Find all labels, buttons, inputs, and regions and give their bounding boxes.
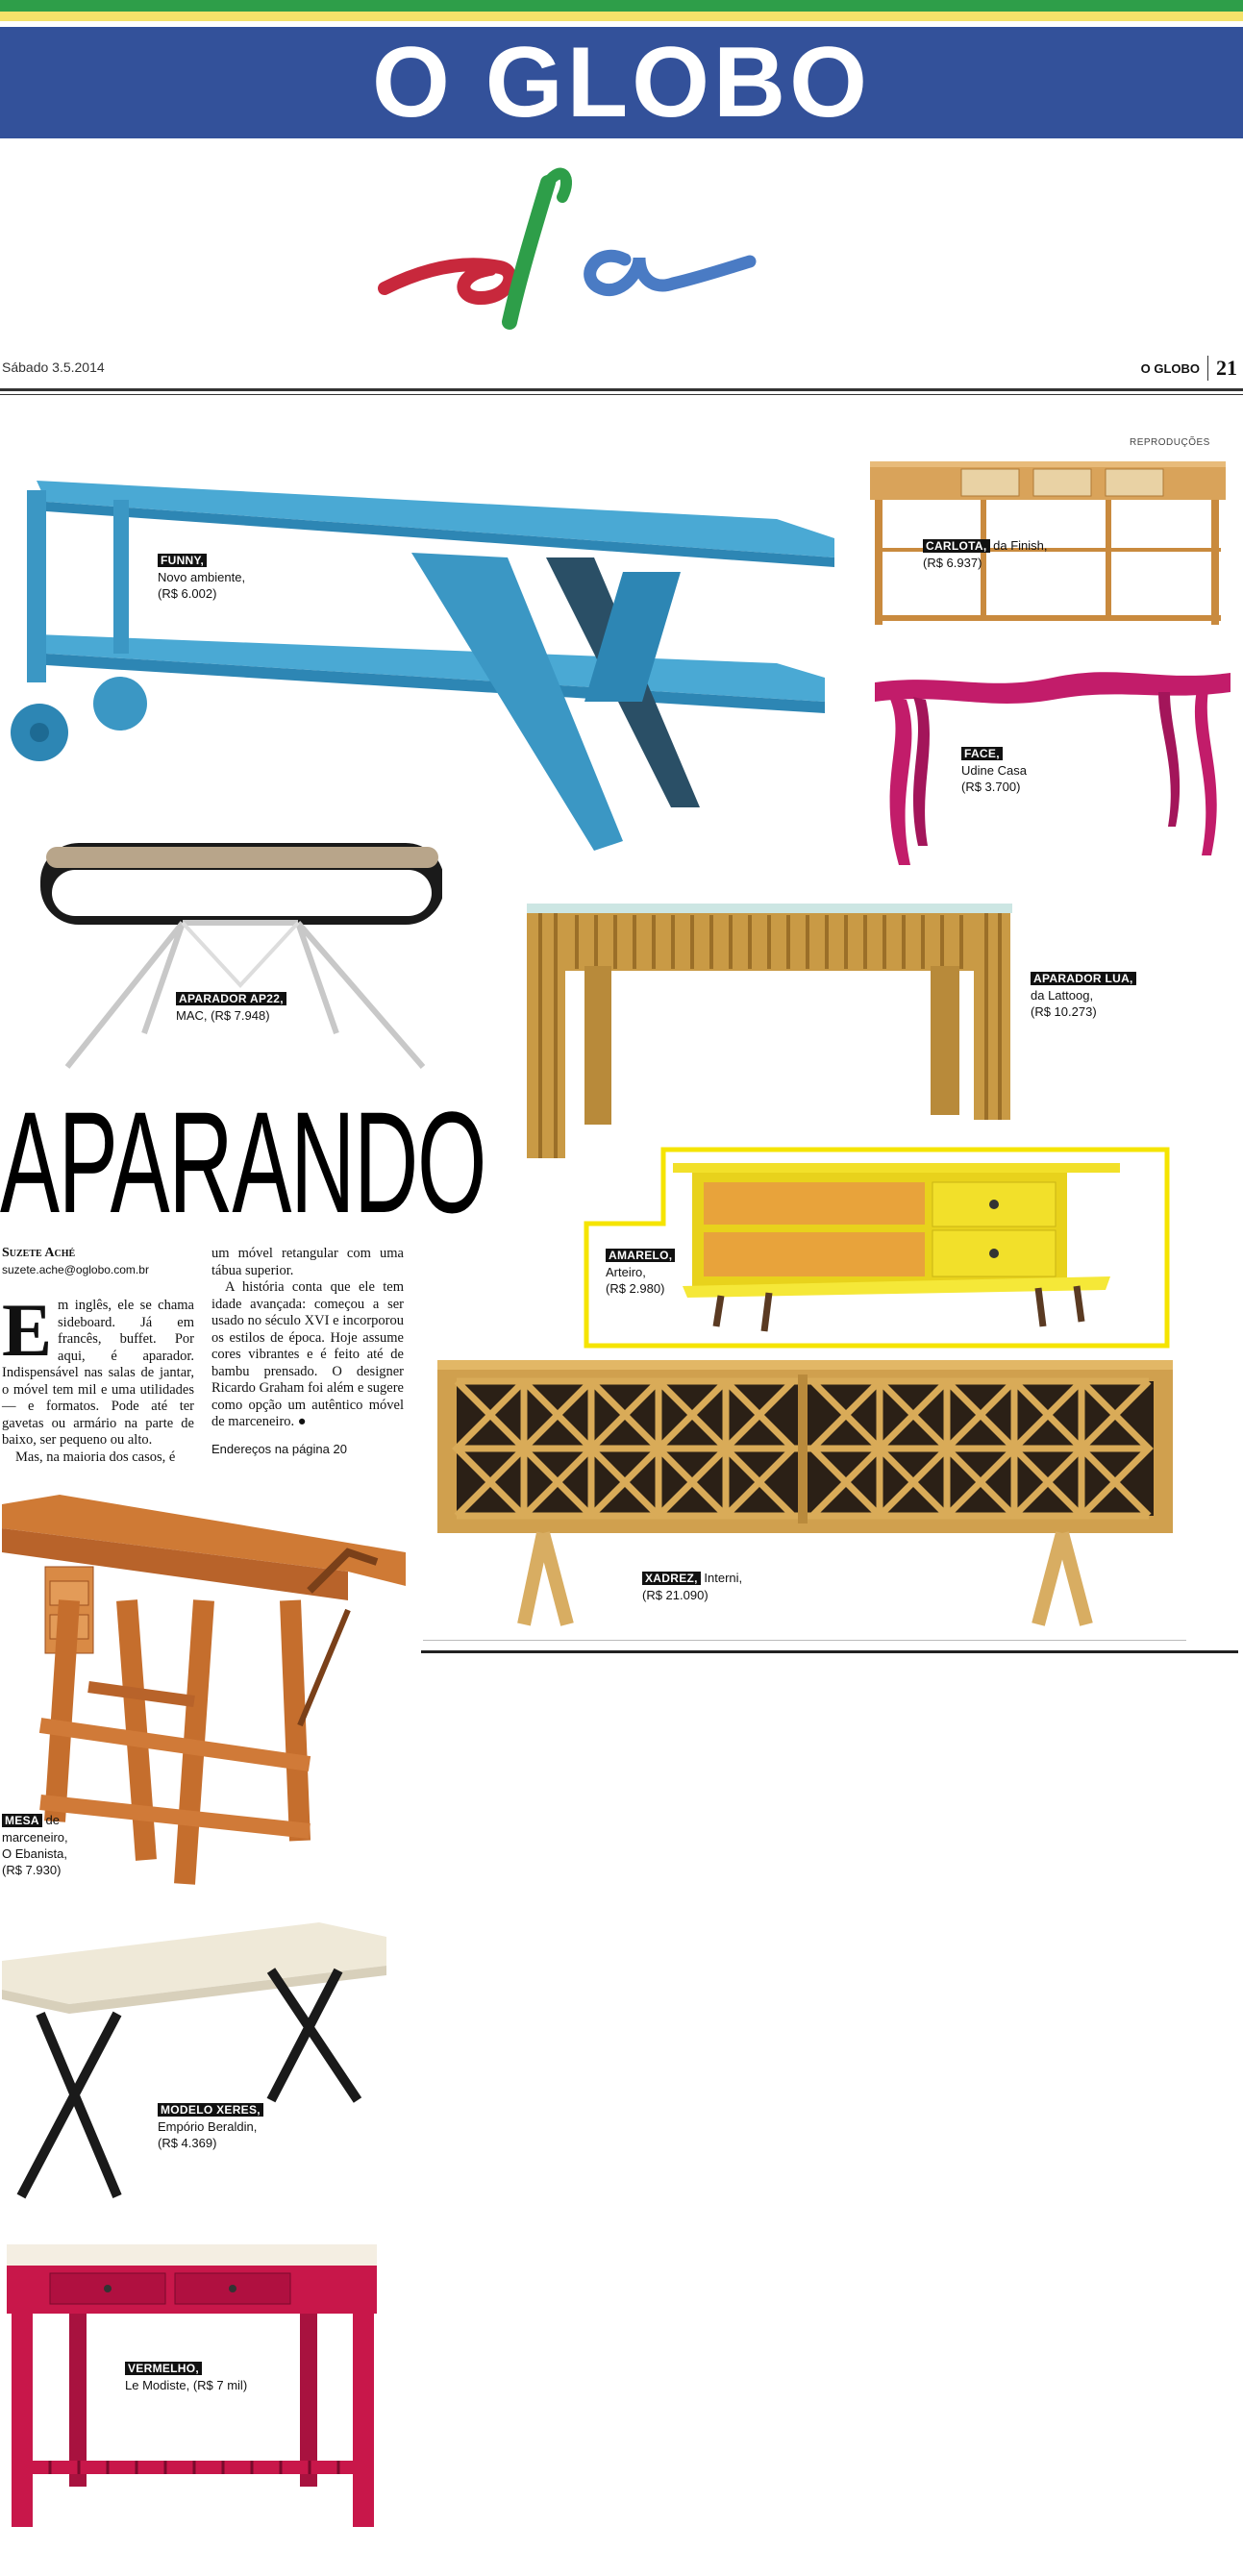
caption-mesa-line1: de xyxy=(45,1813,60,1827)
caption-amarelo-name: AMARELO, xyxy=(606,1249,675,1262)
caption-mesa-store: O Ebanista, xyxy=(2,1846,67,1861)
caption-face xyxy=(961,745,1027,795)
photo-credits: REPRODUÇÕES xyxy=(1130,437,1210,448)
caption-vermelho-name: VERMELHO, xyxy=(125,2362,202,2375)
caption-carlota-name: CARLOTA, xyxy=(923,539,990,553)
article-author-email: suzete.ache@oglobo.com.br xyxy=(2,1263,149,1276)
article-col2-p2: A história conta que ele tem idade avançada: começou a ser usado no século XVI e incorporou os estilos de época. Hoje assume cores vibrantes e é feito até de bambu prensado. O designer Ricardo Graham foi além e sugere como opção um autêntico móvel de marceneiro. xyxy=(211,1279,404,1429)
caption-mesa xyxy=(2,1812,68,1878)
caption-amarelo-price: (R$ 2.980) xyxy=(606,1281,665,1296)
article-col1-p2: Mas, na maioria dos casos, é xyxy=(15,1449,176,1465)
section-divider-thin xyxy=(423,1640,1186,1641)
caption-carlota xyxy=(923,537,1048,571)
caption-funny xyxy=(158,552,245,602)
caption-xeres xyxy=(158,2101,263,2151)
caption-lua-price: (R$ 10.273) xyxy=(1031,1004,1097,1019)
dateline: Sábado 3.5.2014 xyxy=(2,359,105,375)
caption-funny-store: Novo ambiente, xyxy=(158,570,246,584)
caption-mesa-price: (R$ 7.930) xyxy=(2,1863,62,1877)
masthead-stripe-green xyxy=(0,0,1243,12)
header-rule-thin xyxy=(0,394,1243,395)
ela-logo-text: ela xyxy=(365,154,367,155)
lua-sideboard-image xyxy=(527,894,1012,1163)
caption-xeres-store: Empório Beraldin, xyxy=(158,2119,258,2134)
caption-carlota-store: da Finish, xyxy=(993,538,1048,553)
page-header xyxy=(1141,356,1237,381)
caption-funny-price: (R$ 6.002) xyxy=(158,586,217,601)
article-author: Suzete Aché xyxy=(2,1246,76,1260)
masthead-stripe-yellow xyxy=(0,12,1243,21)
caption-amarelo-store: Arteiro, xyxy=(606,1265,646,1279)
masthead-title: O GLOBO xyxy=(371,27,872,138)
article-headline: APARANDO xyxy=(0,1081,486,1243)
carlota-sideboard-image xyxy=(865,452,1231,630)
caption-xadrez-store: Interni, xyxy=(704,1571,743,1585)
caption-xeres-name: MODELO XERES, xyxy=(158,2103,263,2117)
funny-sideboard-image xyxy=(8,461,834,865)
caption-xeres-price: (R$ 4.369) xyxy=(158,2136,217,2150)
article-end-mark: ● xyxy=(297,1414,307,1429)
caption-amarelo xyxy=(606,1247,675,1297)
caption-carlota-price: (R$ 6.937) xyxy=(923,556,982,570)
page-paper-name: O GLOBO xyxy=(1140,360,1200,376)
caption-xadrez-name: XADREZ, xyxy=(642,1572,701,1585)
caption-face-price: (R$ 3.700) xyxy=(961,780,1021,794)
article-column-2 xyxy=(211,1246,404,1457)
caption-face-store: Udine Casa xyxy=(961,763,1027,778)
caption-xadrez xyxy=(642,1570,742,1603)
article-col1-text: m inglês, ele se chama sideboard. Já em francês, buffet. Por aqui, é aparador. Indispensável nas salas de jantar, o móvel tem mil e uma utilidades — e formatos. Pode até ter gavetas ou armário na parte de baixo, ser pequeno ou alto. xyxy=(2,1298,194,1448)
ela-logo xyxy=(365,154,769,346)
masthead xyxy=(0,27,1243,138)
caption-vermelho-store-price: Le Modiste, (R$ 7 mil) xyxy=(125,2378,248,2392)
caption-xadrez-price: (R$ 21.090) xyxy=(642,1588,709,1602)
article-dropcap: E xyxy=(2,1288,53,1372)
caption-funny-name: FUNNY, xyxy=(158,554,207,567)
amarelo-sideboard-image xyxy=(673,1163,1125,1336)
caption-vermelho xyxy=(125,2360,247,2393)
ap22-sideboard-image xyxy=(38,841,442,1072)
header-rule-thick xyxy=(0,388,1243,391)
page-number: 21 xyxy=(1207,356,1237,381)
face-console-image xyxy=(870,663,1235,875)
caption-ap22 xyxy=(176,990,286,1024)
caption-mesa-name: MESA xyxy=(2,1814,42,1827)
caption-lua-store: da Lattoog, xyxy=(1031,988,1094,1003)
caption-lua xyxy=(1031,970,1136,1020)
article-col2-text: um móvel retangular com uma tábua superior. xyxy=(211,1246,404,1278)
article-column-1 xyxy=(2,1288,194,1466)
caption-ap22-name: APARADOR AP22, xyxy=(176,992,286,1005)
xadrez-sideboard-image xyxy=(437,1360,1173,1629)
caption-ap22-store-price: MAC, (R$ 7.948) xyxy=(176,1008,270,1023)
article-addresses: Endereços na página 20 xyxy=(211,1441,347,1456)
section-divider-thick xyxy=(421,1650,1238,1653)
caption-mesa-line2: marceneiro, xyxy=(2,1830,68,1845)
caption-face-name: FACE, xyxy=(961,747,1003,760)
caption-lua-name: APARADOR LUA, xyxy=(1031,972,1136,985)
xeres-table-image xyxy=(2,1922,386,2211)
